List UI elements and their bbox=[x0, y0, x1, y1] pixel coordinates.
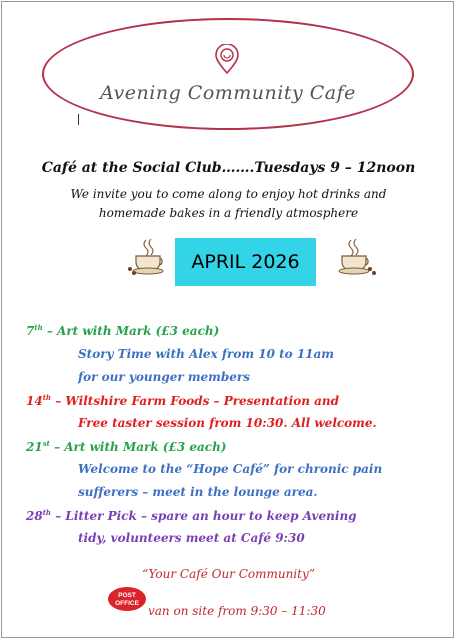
event-14-title bbox=[26, 393, 339, 408]
event-28-title bbox=[26, 508, 357, 523]
event-separator: – bbox=[51, 509, 66, 523]
post-office-logo bbox=[107, 586, 147, 612]
event-21-detail-2: sufferers – meet in the lounge area. bbox=[78, 485, 318, 499]
event-day: 7 bbox=[26, 324, 35, 338]
event-title: Litter Pick – spare an hour to keep Avening bbox=[65, 509, 357, 523]
intro-line-1: We invite you to come along to enjoy hot drinks and bbox=[70, 187, 387, 201]
event-separator: – bbox=[42, 324, 58, 338]
event-21-detail-1: Welcome to the “Hope Café” for chronic pain bbox=[78, 462, 383, 476]
header-ellipse bbox=[42, 18, 414, 130]
event-title: Art with Mark (£3 each) bbox=[57, 324, 220, 338]
event-day: 14 bbox=[26, 394, 43, 408]
cafe-name: Avening Community Cafe bbox=[100, 82, 356, 104]
event-7-detail-2: for our younger members bbox=[78, 370, 250, 384]
intro-line-2: homemade bakes in a friendly atmosphere bbox=[98, 206, 359, 220]
svg-text:OFFICE: OFFICE bbox=[115, 600, 139, 607]
intro-text bbox=[20, 185, 437, 223]
text-cursor bbox=[78, 114, 79, 125]
event-title: Art with Mark (£3 each) bbox=[64, 440, 227, 454]
event-day-suffix: th bbox=[42, 393, 52, 402]
slogan: “Your Café Our Community” bbox=[142, 567, 315, 581]
coffee-cup-icon bbox=[126, 236, 168, 276]
map-pin-cup-logo bbox=[214, 44, 240, 74]
event-14-detail-1: Free taster session from 10:30. All welcome. bbox=[78, 416, 377, 430]
event-28-detail-1: tidy, volunteers meet at Café 9:30 bbox=[78, 531, 305, 545]
event-separator: – bbox=[51, 394, 66, 408]
event-day: 28 bbox=[26, 509, 43, 523]
headline: Café at the Social Club…….Tuesdays 9 – 12noon bbox=[41, 160, 416, 176]
coffee-cup-icon bbox=[334, 236, 376, 276]
event-day: 21 bbox=[26, 440, 43, 454]
event-7-detail-1: Story Time with Alex from 10 to 11am bbox=[78, 347, 334, 361]
svg-text:POST: POST bbox=[118, 592, 136, 599]
event-day-suffix: st bbox=[42, 439, 50, 448]
event-day-suffix: th bbox=[34, 323, 43, 332]
event-day-suffix: th bbox=[42, 508, 52, 517]
van-info: van on site from 9:30 – 11:30 bbox=[148, 604, 326, 618]
event-title: Wiltshire Farm Foods – Presentation and bbox=[65, 394, 340, 408]
month-banner: APRIL 2026 bbox=[175, 238, 316, 286]
event-separator: – bbox=[49, 440, 65, 454]
event-7-title bbox=[26, 323, 219, 338]
event-21-title bbox=[26, 439, 226, 454]
